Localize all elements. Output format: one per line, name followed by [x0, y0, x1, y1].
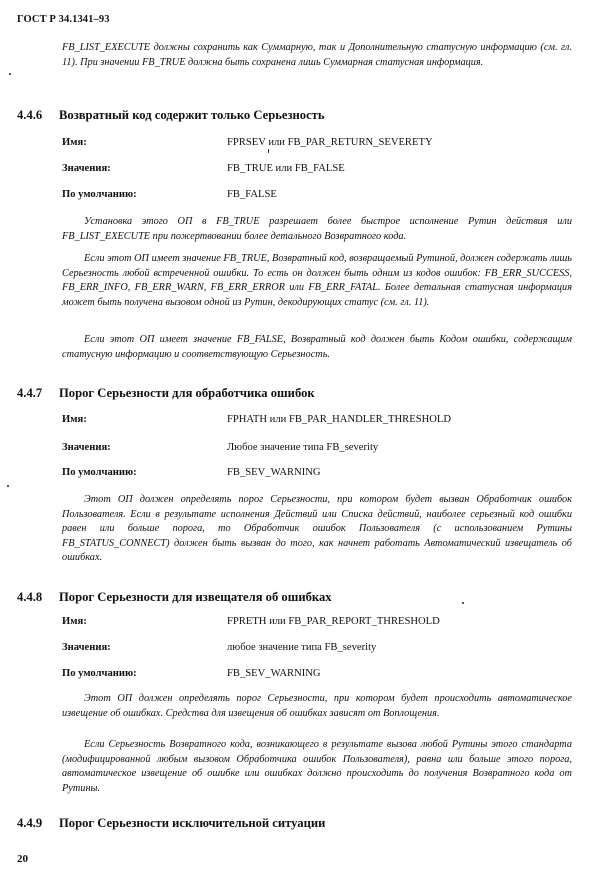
param-name-label: Имя:: [62, 414, 87, 425]
param-values-row: [62, 442, 562, 458]
running-header: ГОСТ Р 34.1341–93: [17, 14, 110, 25]
param-values-label: Значения:: [62, 163, 111, 174]
param-name-label: Имя:: [62, 616, 87, 627]
param-default-label: По умолчанию:: [62, 668, 137, 679]
param-default-value: FB_FALSE: [227, 189, 277, 200]
param-default-value: FB_SEV_WARNING: [227, 467, 321, 478]
param-default-label: По умолчанию:: [62, 189, 137, 200]
param-default-row: [62, 668, 562, 684]
section-4-4-7-heading: [17, 386, 315, 401]
param-name-row: [62, 616, 562, 632]
paragraph: Если Серьезность Возвратного кода, возникающего в результате вызова любой Рутины этого стандарта (модифицированной любым вызовом Обработчика ошибок Пользователя), равна или больше этого порога, автоматическое извещение об ошибке или ошибках должно происходить до получения Возвратного кода от Рутины.: [62, 739, 572, 794]
param-default-row: [62, 467, 562, 483]
section-title: Порог Серьезности для обработчика ошибок: [59, 386, 315, 400]
param-name-value: FPRETH или FB_PAR_REPORT_THRESHOLD: [227, 616, 440, 627]
paragraph: Если этот ОП имеет значение FB_TRUE, Возвратный код, возвращаемый Рутиной, должен содержать лишь Серьезность любой встреченной ошибки. То есть он должен быть одним из кодов ошибок: FB_ERR_SUCCESS, FB_ERR_INFO, FB_ERR_WARN, FB_ERR_ERROR или FB_ERR_FATAL. Более детальная статусная информация может быть получена вызовом одной из Рутин, декодирующих статус (см. гл. 11).: [62, 253, 572, 308]
param-values-value: любое значение типа FB_severity: [227, 642, 377, 653]
param-name-label: Имя:: [62, 137, 87, 148]
param-values-value: Любое значение типа FB_severity: [227, 442, 379, 453]
param-name-value: FPHATH или FB_PAR_HANDLER_THRESHOLD: [227, 414, 452, 425]
section-title: Возвратный код содержит только Серьезность: [59, 108, 325, 122]
paragraph: Установка этого ОП в FB_TRUE разрешает более быстрое исполнение Рутин действия или FB_LIST_EXECUTE при пожертвовании более детального Возвратного кода.: [62, 216, 572, 242]
param-values-label: Значения:: [62, 642, 111, 653]
param-values-row: [62, 642, 562, 658]
section-number: 4.4.6: [17, 108, 43, 122]
intro-paragraph: FB_LIST_EXECUTE должны сохранить как Суммарную, так и Дополнительную статусную информацию (см. гл. 11). При значении FB_TRUE должна быть сохранена лишь Суммарная статусная информация.: [62, 42, 572, 68]
param-default-value: FB_SEV_WARNING: [227, 668, 321, 679]
section-4-4-9-heading: [17, 816, 325, 831]
section-number: 4.4.7: [17, 386, 43, 400]
param-default-row: [62, 189, 562, 205]
paragraph: Этот ОП должен определять порог Серьезности, при котором будет происходить автоматическое извещение об ошибках. Средства для извещения об ошибках зависят от Воплощения.: [62, 693, 572, 719]
param-name-row: [62, 137, 562, 153]
param-values-value: FB_TRUE или FB_FALSE: [227, 163, 345, 174]
param-name-value: FPRSEV или FB_PAR_RETURN_SEVERETY: [227, 137, 433, 148]
section-title: Порог Серьезности исключительной ситуации: [59, 816, 326, 830]
scan-speck: [462, 602, 464, 604]
section-title: Порог Серьезности для извещателя об ошибках: [59, 590, 332, 604]
page-number: 20: [17, 853, 28, 865]
param-default-label: По умолчанию:: [62, 467, 137, 478]
scan-speck: [268, 149, 269, 153]
scan-speck: [9, 73, 11, 75]
section-number: 4.4.8: [17, 590, 43, 604]
paragraph: Если этот ОП имеет значение FB_FALSE, Возвратный код должен быть Кодом ошибки, содержащим статусную информацию и соответствующую Серьезность.: [62, 334, 572, 360]
param-values-label: Значения:: [62, 442, 111, 453]
param-name-row: [62, 414, 562, 430]
section-4-4-6-heading: [17, 108, 325, 123]
param-values-row: [62, 163, 562, 179]
section-4-4-8-heading: [17, 590, 332, 605]
scan-speck: [7, 485, 9, 487]
section-number: 4.4.9: [17, 816, 43, 830]
paragraph: Этот ОП должен определять порог Серьезности, при котором будет вызван Обработчик ошибок Пользователя. Если в результате исполнения Действий или Списка действий, наиболее серьезный код ошибки равен или больше порога, то Обработчик ошибок Пользователя (с использованием Рутины FB_STATUS_CONNECT) должен быть вызван до того, как начнет работать Автоматический извещатель об ошибках.: [62, 494, 572, 563]
